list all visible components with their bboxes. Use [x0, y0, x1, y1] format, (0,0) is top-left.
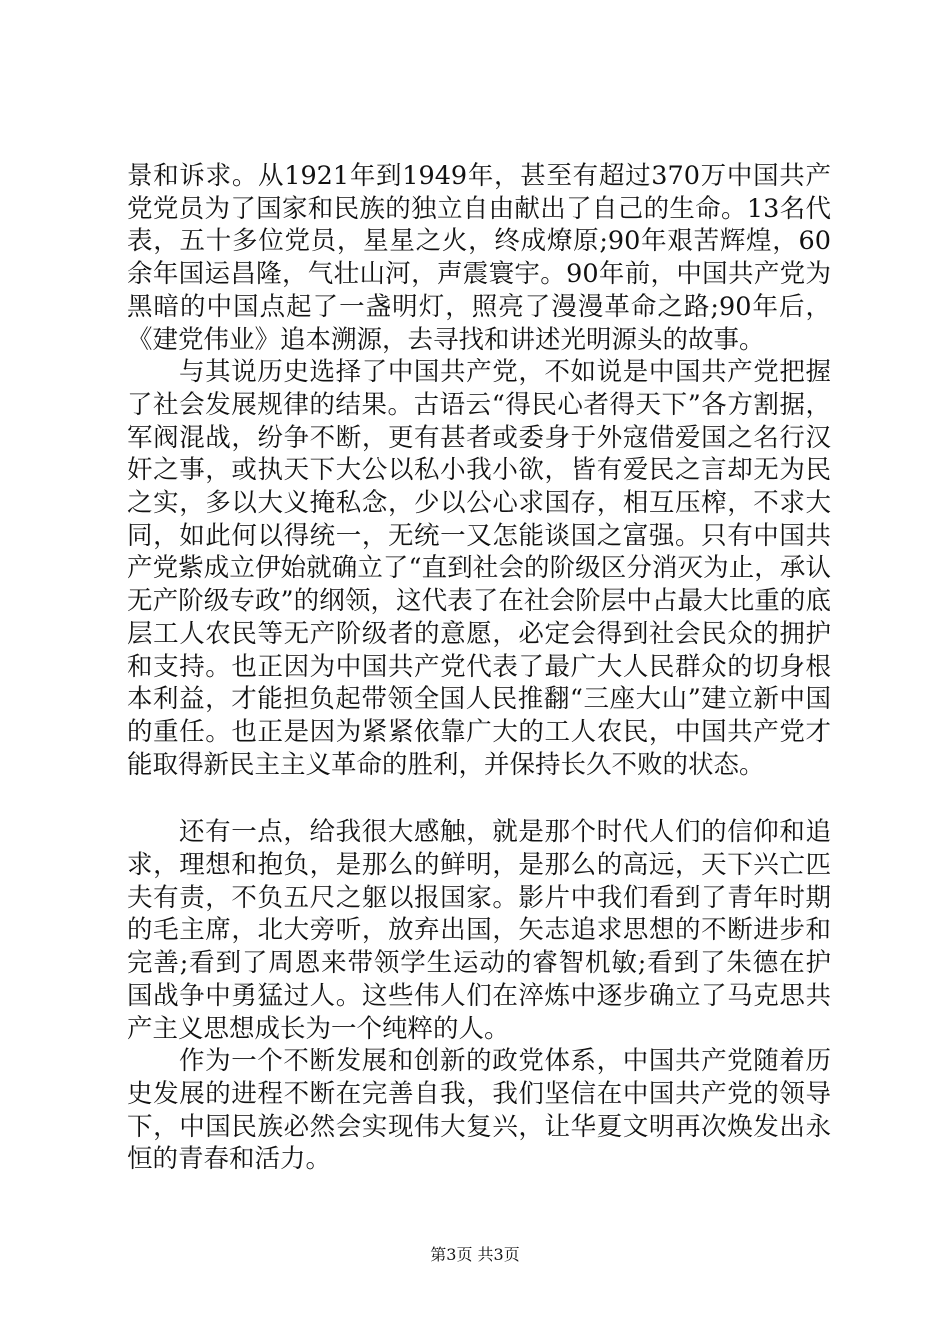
paragraph-2: 与其说历史选择了中国共产党，不如说是中国共产党把握了社会发展规律的结果。古语云“得民心者得天下”各方割据，军阀混战，纷争不断，更有甚者或委身于外寇借爱国之名行汉奸之事，或执天下大公以私小我小欲，皆有爱民之言却无为民之实，多以大义掩私念，少以公心求国存，相互压榨，不求大同，如此何以得统一，无统一又怎能谈国之富强。只有中国共产党紫成立伊始就确立了“直到社会的阶级区分消灭为止，承认无产阶级专政”的纲领，这代表了在社会阶层中占最大比重的底层工人农民等无产阶级者的意愿，必定会得到社会民众的拥护和支持。也正因为中国共产党代表了最广大人民群众的切身根本利益，才能担负起带领全国人民推翻“三座大山”建立新中国的重任。也正是因为紧紧依靠广大的工人农民，中国共产党才能取得新民主主义革命的胜利，并保持长久不败的状态。 — [127, 357, 831, 780]
document-body — [127, 160, 831, 1176]
paragraph-gap — [127, 781, 831, 816]
paragraph-1: 景和诉求。从1921年到1949年，甚至有超过370万中国共产党党员为了国家和民族的独立自由献出了自己的生命。13名代表，五十多位党员，星星之火，终成燎原;90年艰苦辉煌，60余年国运昌隆，气壮山河，声震寰宇。90年前，中国共产党为黑暗的中国点起了一盏明灯，照亮了漫漫革命之路;90年后，《建党伟业》追本溯源，去寻找和讲述光明源头的故事。 — [127, 161, 831, 355]
page-footer: 第3页 共3页 — [430, 1245, 520, 1264]
paragraph-4: 作为一个不断发展和创新的政党体系，中国共产党随着历史发展的进程不断在完善自我，我们坚信在中国共产党的领导下，中国民族必然会实现伟大复兴，让华夏文明再次焕发出永恒的青春和活力。 — [127, 1046, 831, 1175]
paragraph-3: 还有一点，给我很大感触，就是那个时代人们的信仰和追求，理想和抱负，是那么的鲜明，是那么的高远，天下兴亡匹夫有责，不负五尺之躯以报国家。影片中我们看到了青年时期的毛主席，北大旁听，放弃出国，矢志追求思想的不断进步和完善;看到了周恩来带领学生运动的睿智机敏;看到了朱德在护国战争中勇猛过人。这些伟人们在淬炼中逐步确立了马克思共产主义思想成长为一个纯粹的人。 — [127, 817, 831, 1044]
